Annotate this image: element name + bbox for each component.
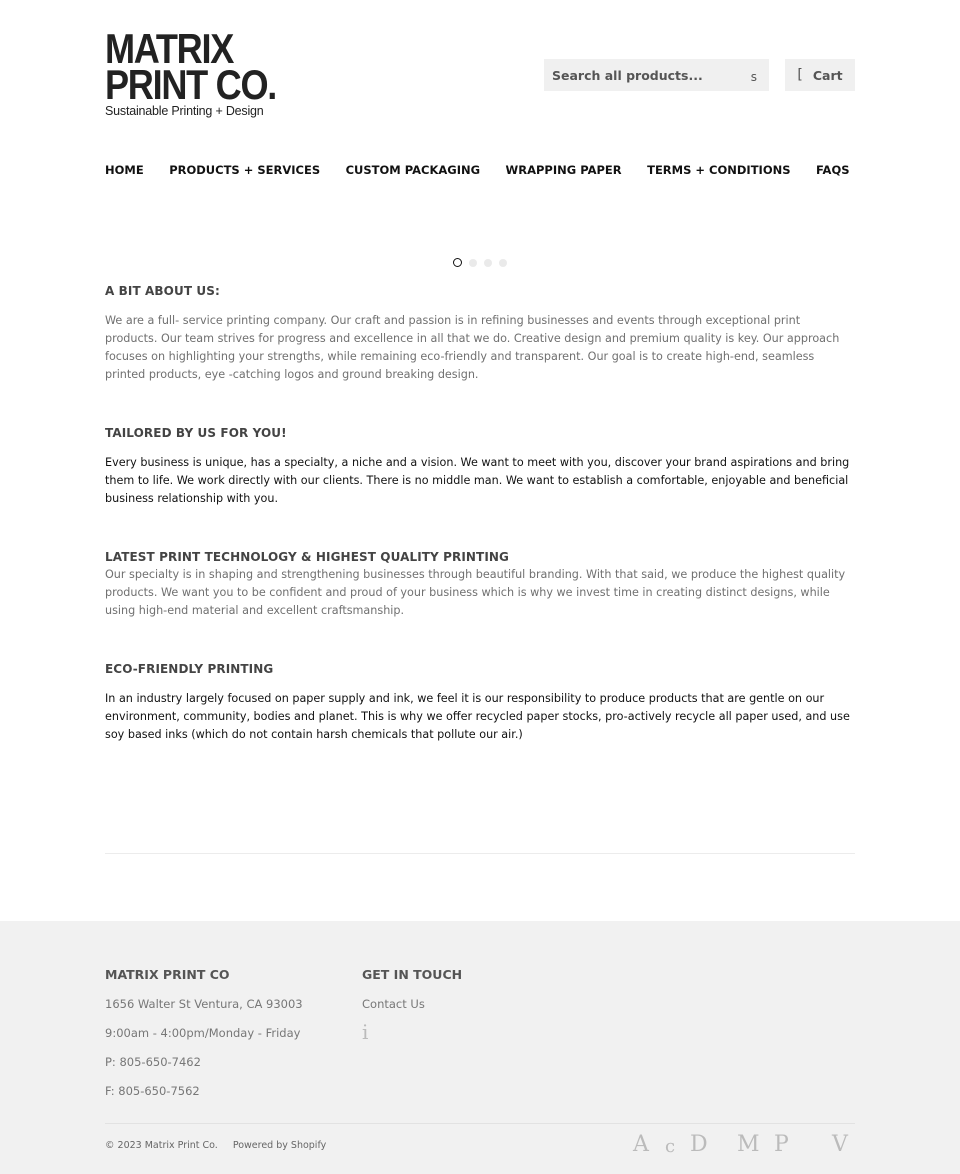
nav-products-services[interactable]: PRODUCTS + SERVICES — [169, 163, 321, 177]
instagram-icon[interactable]: i — [362, 1020, 369, 1044]
page — [105, 0, 855, 741]
footer-contact — [362, 967, 462, 1044]
main-content — [105, 283, 855, 744]
powered-by-shopify-link[interactable]: Powered by Shopify — [232, 1140, 327, 1151]
discover-icon: D — [690, 1132, 708, 1157]
amex-icon: A — [633, 1132, 649, 1157]
logo-line2: PRINT CO. — [105, 61, 277, 108]
section-tailored — [105, 425, 855, 508]
site-footer — [0, 921, 960, 1174]
contact-us-link[interactable]: Contact Us — [362, 997, 425, 1011]
footer-company-title: MATRIX PRINT CO — [105, 967, 230, 982]
main-nav — [105, 150, 855, 190]
paypal-icon: P — [774, 1132, 789, 1157]
slider-dot-1[interactable] — [453, 258, 462, 267]
section-title: A BIT ABOUT US: — [105, 284, 220, 298]
cart-button[interactable] — [785, 59, 855, 91]
footer-address: 1656 Walter St Ventura, CA 93003 — [105, 997, 303, 1011]
cart-label: Cart — [812, 67, 843, 83]
footer-copyright — [105, 1140, 326, 1151]
logo-tagline: Sustainable Printing + Design — [105, 104, 264, 118]
footer-divider — [105, 1123, 855, 1124]
section-body: We are a full- service printing company. Our craft and passion is in refining businesses and events through exceptional print products. Our team strives for progress and excellence in all that we do. Creative design and premium quality is key. Our approach focuses on highlighting your strengths, while remaining eco-friendly and transparent. Our goal is to create high-end, seamless printed products, eye -catching logos and ground breaking design. — [105, 314, 840, 381]
slider-dot-3[interactable] — [484, 259, 492, 267]
search-box — [544, 59, 769, 91]
section-body: Every business is unique, has a specialty, a niche and a vision. We want to meet with you, discover your brand aspirations and bring them to life. We work directly with our clients. There is no middle man. We want to establish a comfortable, enjoyable and beneficial business relationship with you. — [105, 456, 850, 505]
nav-faqs[interactable]: FAQS — [816, 163, 850, 177]
footer-phone: P: 805-650-7462 — [105, 1055, 201, 1069]
section-eco — [105, 661, 855, 744]
footer-contact-title: GET IN TOUCH — [362, 967, 463, 982]
section-body: Our specialty is in shaping and strengthening businesses through beautiful branding. With that said, we produce the highest quality products. We want you to be confident and proud of your business which is why we invest time in creating distinct designs, while using high-end material and excellent craftsmanship. — [105, 568, 846, 617]
nav-wrapping-paper[interactable]: WRAPPING PAPER — [505, 163, 622, 177]
section-technology — [105, 549, 855, 620]
section-about — [105, 283, 855, 384]
slider-dot-2[interactable] — [469, 259, 477, 267]
section-body: In an industry largely focused on paper supply and ink, we feel it is our responsibility to produce products that are gentle on our environment, community, bodies and planet. This is why we offer recycled paper stocks, pro-actively recycle all paper used, and use soy based inks (which do not contain harsh chemicals that pollute our air.) — [105, 692, 850, 741]
search-icon[interactable]: s — [750, 69, 757, 84]
section-title: ECO-FRIENDLY PRINTING — [105, 662, 274, 676]
section-title: LATEST PRINT TECHNOLOGY & HIGHEST QUALITY PRINTING — [105, 550, 510, 564]
nav-home[interactable]: HOME — [105, 163, 144, 177]
nav-custom-packaging[interactable]: CUSTOM PACKAGING — [345, 163, 481, 177]
slider-dot-4[interactable] — [499, 259, 507, 267]
footer-company — [105, 967, 303, 1099]
section-title: TAILORED BY US FOR YOU! — [105, 426, 287, 440]
content-divider — [105, 853, 855, 854]
footer-fax: F: 805-650-7562 — [105, 1084, 200, 1098]
nav-terms-conditions[interactable]: TERMS + CONDITIONS — [647, 163, 791, 177]
mastercard-icon: M — [737, 1132, 760, 1157]
visa-icon: V — [832, 1132, 848, 1157]
cart-icon: [ — [797, 67, 803, 83]
slider-pagination — [453, 258, 507, 267]
search-input[interactable] — [552, 68, 751, 83]
diners-club-icon: c — [665, 1136, 676, 1157]
footer-hours: 9:00am - 4:00pm/Monday - Friday — [105, 1026, 301, 1040]
copyright-text: © 2023 Matrix Print Co. — [105, 1140, 218, 1151]
site-header — [105, 0, 855, 150]
logo-line1: MATRIX — [105, 25, 234, 72]
logo[interactable] — [105, 25, 277, 118]
